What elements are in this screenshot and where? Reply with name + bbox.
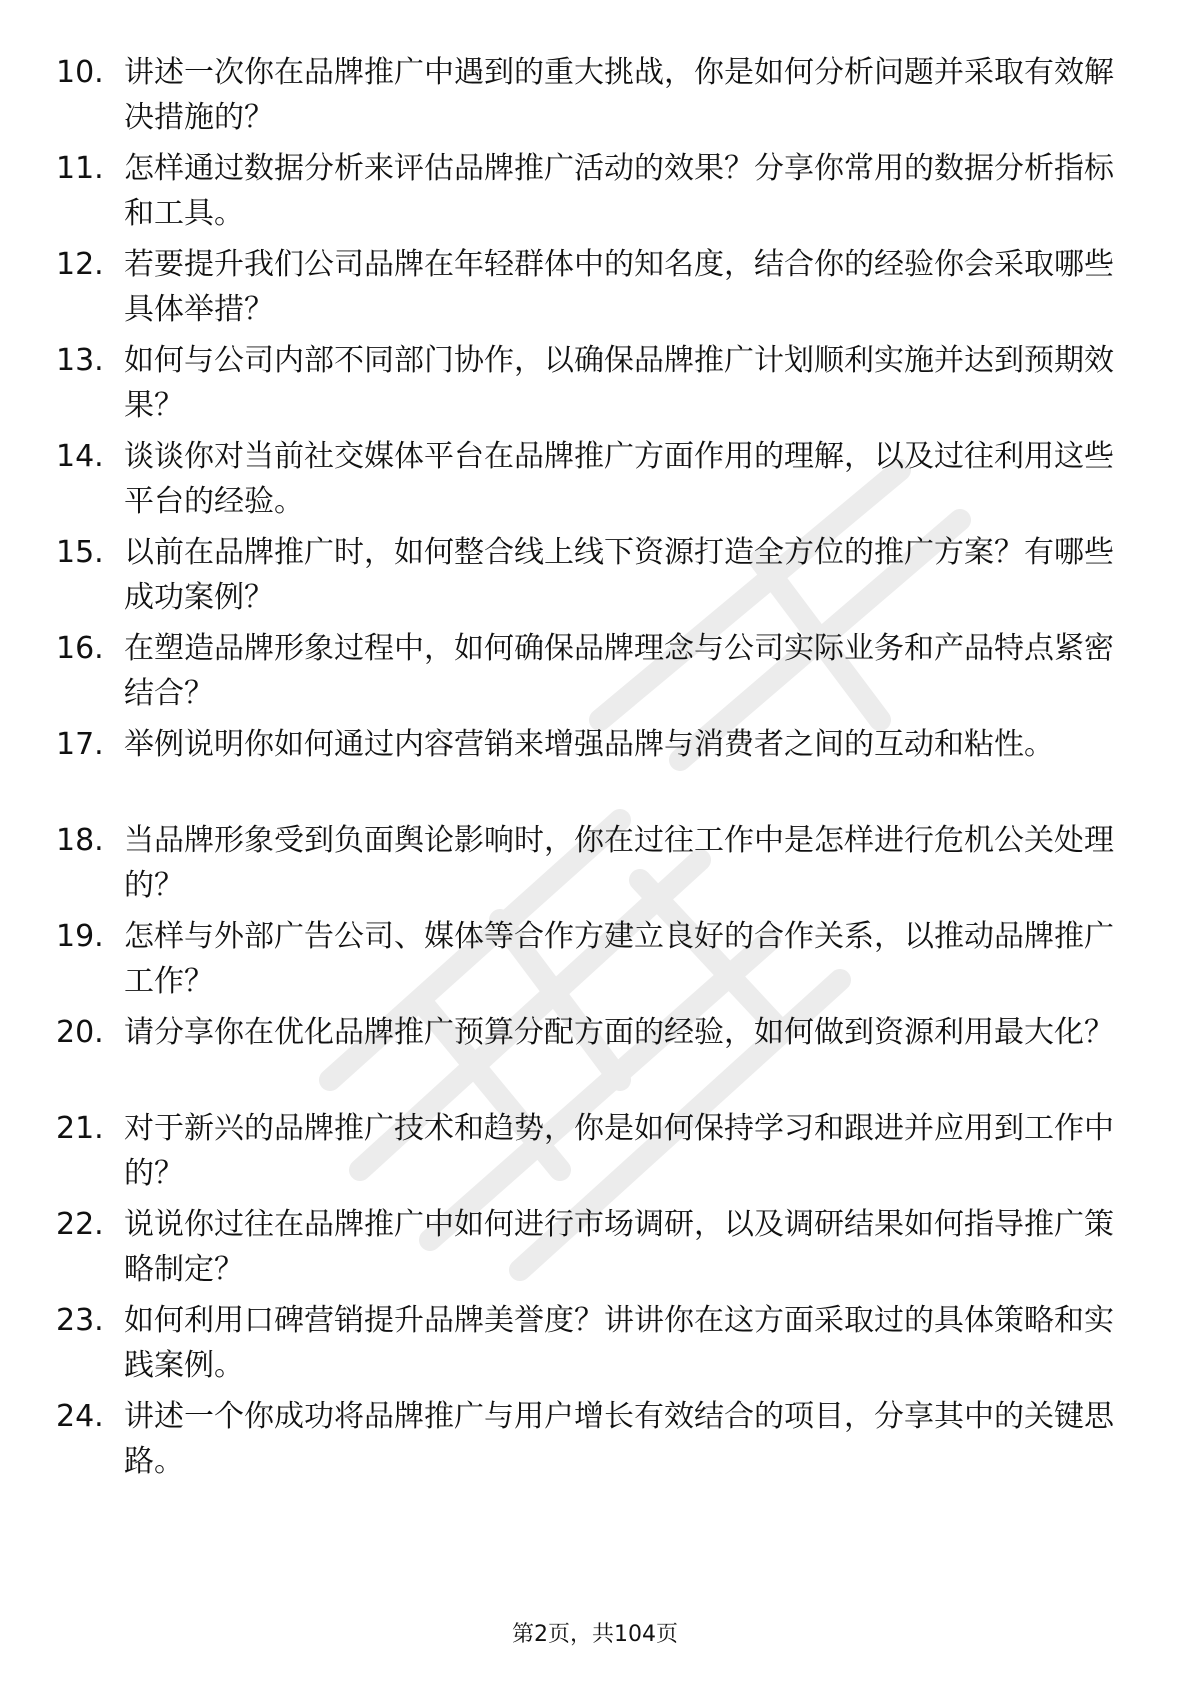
- question-text: 对于新兴的品牌推广技术和趋势，你是如何保持学习和跟进并应用到工作中的？: [124, 1111, 1114, 1191]
- question-text: 若要提升我们公司品牌在年轻群体中的知名度，结合你的经验你会采取哪些具体举措？: [124, 247, 1114, 327]
- question-number: 21.: [56, 1111, 104, 1146]
- list-item: [0, 914, 1190, 1010]
- question-text: 当品牌形象受到负面舆论影响时，你在过往工作中是怎样进行危机公关处理的？: [124, 823, 1114, 903]
- list-item: [0, 338, 1190, 434]
- question-text: 怎样与外部广告公司、媒体等合作方建立良好的合作关系，以推动品牌推广工作？: [124, 919, 1114, 999]
- question-text: 请分享你在优化品牌推广预算分配方面的经验，如何做到资源利用最大化？: [124, 1015, 1114, 1050]
- question-number: 18.: [56, 823, 104, 858]
- question-number: 17.: [56, 727, 104, 762]
- question-number: 12.: [56, 247, 104, 282]
- question-text: 如何与公司内部不同部门协作，以确保品牌推广计划顺利实施并达到预期效果？: [124, 343, 1114, 423]
- list-item: [0, 434, 1190, 530]
- question-text: 举例说明你如何通过内容营销来增强品牌与消费者之间的互动和粘性。: [124, 727, 1054, 762]
- list-item: [0, 626, 1190, 722]
- list-item: [0, 1394, 1190, 1490]
- list-item: [0, 818, 1190, 914]
- question-number: 10.: [56, 55, 104, 90]
- list-item: [0, 1010, 1190, 1106]
- question-number: 23.: [56, 1303, 104, 1338]
- question-number: 16.: [56, 631, 104, 666]
- question-number: 19.: [56, 919, 104, 954]
- list-item: [0, 50, 1190, 146]
- question-number: 13.: [56, 343, 104, 378]
- question-list: [0, 50, 1190, 1490]
- question-text: 谈谈你对当前社交媒体平台在品牌推广方面作用的理解，以及过往利用这些平台的经验。: [124, 439, 1114, 519]
- question-text: 怎样通过数据分析来评估品牌推广活动的效果？分享你常用的数据分析指标和工具。: [124, 151, 1114, 231]
- question-number: 14.: [56, 439, 104, 474]
- list-item: [0, 1202, 1190, 1298]
- question-text: 讲述一个你成功将品牌推广与用户增长有效结合的项目，分享其中的关键思路。: [124, 1399, 1114, 1479]
- page-number-footer: 第2页，共104页: [512, 1622, 678, 1647]
- list-item: [0, 530, 1190, 626]
- question-number: 15.: [56, 535, 104, 570]
- list-item: [0, 146, 1190, 242]
- list-item: [0, 1106, 1190, 1202]
- question-number: 24.: [56, 1399, 104, 1434]
- question-number: 20.: [56, 1015, 104, 1050]
- question-text: 在塑造品牌形象过程中，如何确保品牌理念与公司实际业务和产品特点紧密结合？: [124, 631, 1114, 711]
- question-number: 22.: [56, 1207, 104, 1242]
- question-text: 说说你过往在品牌推广中如何进行市场调研，以及调研结果如何指导推广策略制定？: [124, 1207, 1114, 1287]
- question-text: 如何利用口碑营销提升品牌美誉度？讲讲你在这方面采取过的具体策略和实践案例。: [124, 1303, 1114, 1383]
- list-item: [0, 1298, 1190, 1394]
- list-item: [0, 242, 1190, 338]
- question-number: 11.: [56, 151, 104, 186]
- list-item: [0, 722, 1190, 818]
- question-text: 讲述一次你在品牌推广中遇到的重大挑战，你是如何分析问题并采取有效解决措施的？: [124, 55, 1114, 135]
- question-text: 以前在品牌推广时，如何整合线上线下资源打造全方位的推广方案？有哪些成功案例？: [124, 535, 1114, 615]
